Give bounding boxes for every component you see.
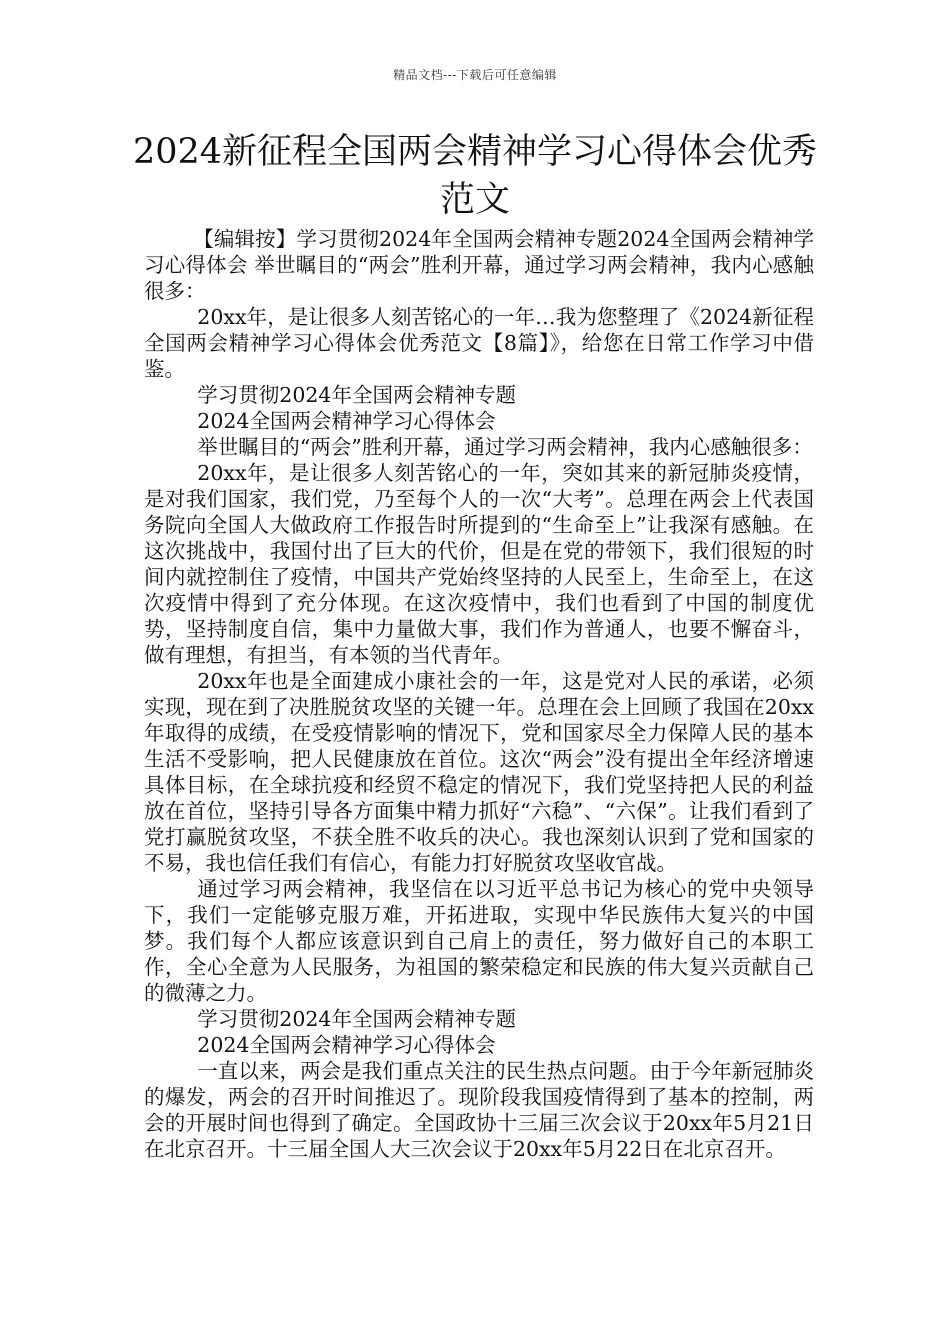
body-paragraph: 20xx年，是让很多人刻苦铭心的一年，突如其来的新冠肺炎疫情，是对我们国家，我们党，乃至每个人的一次“大考”。总理在两会上代表国务院向全国人大做政府工作报告时所提到的“生命至上”让我深有感触。在这次挑战中，我国付出了巨大的代价，但是在党的带领下，我们很短的时间内就控制住了疫情，中国共产党始终坚持的人民至上，生命至上，在这次疫情中得到了充分体现。在这次疫情中，我们也看到了中国的制度优势，坚持制度自信，集中力量做大事，我们作为普通人，也要不懈奋斗，做有理想，有担当，有本领的当代青年。 [144, 461, 814, 667]
section-subheading-1: 2024全国两会精神学习心得体会 [197, 409, 496, 433]
document-title: 2024新征程全国两会精神学习心得体会优秀范文 [132, 132, 818, 220]
section-subheading-2: 2024全国两会精神学习心得体会 [197, 1033, 496, 1057]
page-header-note: 精品文档---下载后可任意编辑 [393, 68, 557, 82]
document-body [144, 226, 814, 1162]
body-paragraph: 举世瞩目的“两会”胜利开幕，通过学习两会精神，我内心感触很多： [197, 435, 813, 459]
body-paragraph: 20xx年也是全面建成小康社会的一年，这是党对人民的承诺，必须实现，现在到了决胜脱贫攻坚的关键一年。总理在会上回顾了我国在20xx年取得的成绩，在受疫情影响的情况下，党和国家尽全力保障人民的基本生活不受影响，把人民健康放在首位。这次“两会”没有提出全年经济增速具体目标，在全球抗疫和经贸不稳定的情况下，我们党坚持把人民的利益放在首位，坚持引导各方面集中精力抓好“六稳”、“六保”。让我们看到了党打赢脱贫攻坚，不获全胜不收兵的决心。我也深刻认识到了党和国家的不易，我也信任我们有信心，有能力打好脱贫攻坚收官战。 [144, 669, 814, 875]
body-paragraph: 通过学习两会精神，我坚信在以习近平总书记为核心的党中央领导下，我们一定能够克服万难，开拓进取，实现中华民族伟大复兴的中国梦。我们每个人都应该意识到自己肩上的责任，努力做好自己的本职工作，全心全意为人民服务，为祖国的繁荣稳定和民族的伟大复兴贡献自己的微薄之力。 [144, 877, 814, 1005]
section-heading-2: 学习贯彻2024年全国两会精神专题 [197, 1007, 516, 1031]
body-paragraph: 一直以来，两会是我们重点关注的民生热点问题。由于今年新冠肺炎的爆发，两会的召开时间推迟了。现阶段我国疫情得到了基本的控制，两会的开展时间也得到了确定。全国政协十三届三次会议于20xx年5月21日在北京召开。十三届全国人大三次会议于20xx年5月22日在北京召开。 [144, 1059, 814, 1161]
intro-paragraph: 20xx年，是让很多人刻苦铭心的一年…我为您整理了《2024新征程全国两会精神学习心得体会优秀范文【8篇】》，给您在日常工作学习中借鉴。 [144, 305, 814, 381]
section-heading-1: 学习贯彻2024年全国两会精神专题 [197, 383, 516, 407]
editor-note-paragraph: 【编辑按】学习贯彻2024年全国两会精神专题2024全国两会精神学习心得体会 举世瞩目的“两会”胜利开幕，通过学习两会精神，我内心感触很多： [144, 227, 814, 303]
